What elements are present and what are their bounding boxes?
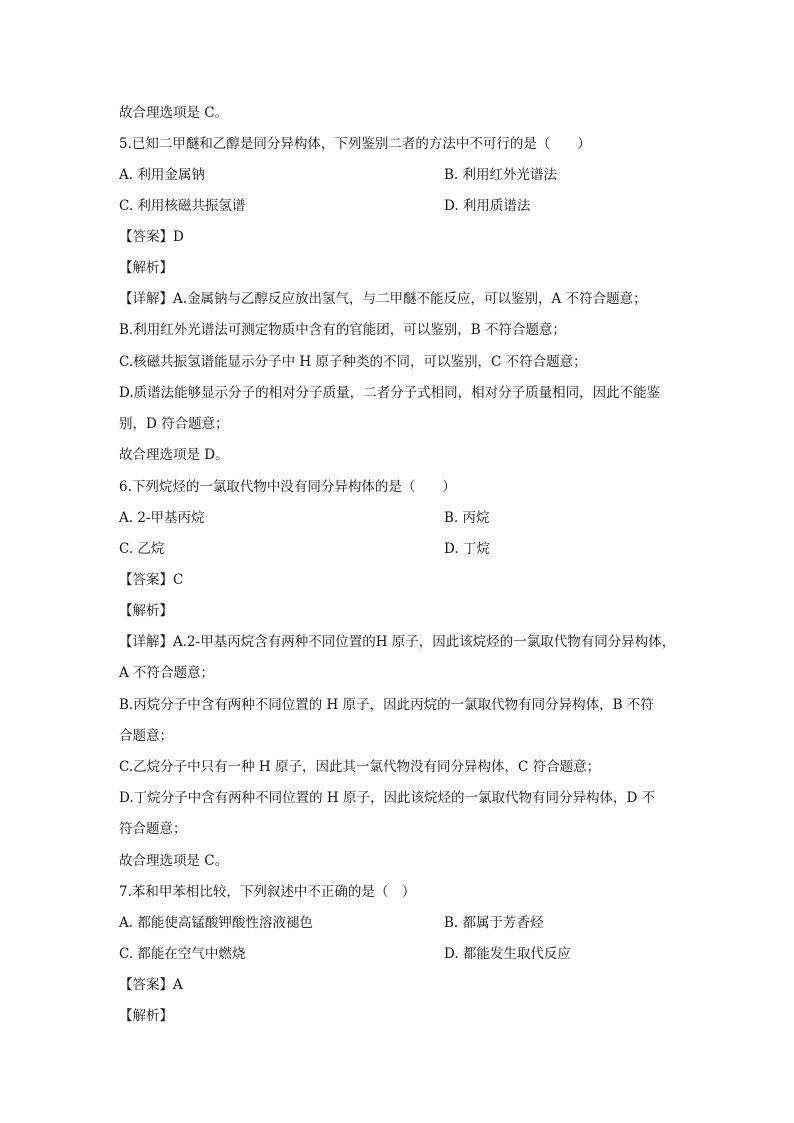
- option-b: B. 都属于芳香烃: [444, 915, 544, 931]
- conclusion-line: 故合理选项是 C。: [119, 853, 229, 869]
- text-line: 故合理选项是 C。: [119, 105, 229, 121]
- question-6: 6.下列烷烃的一氯取代物中没有同分异构体的是（ ）: [119, 479, 456, 495]
- explanation-line: 【详解】A.金属钠与乙醇反应放出氢气，与二甲醚不能反应，可以鉴别，A 不符合题意；: [119, 291, 647, 307]
- answer-label: 【答案】D: [119, 229, 184, 245]
- option-c: C. 都能在空气中燃烧: [119, 946, 246, 962]
- explanation-line: B.利用红外光谱法可测定物质中含有的官能团，可以鉴别，B 不符合题意；: [119, 322, 566, 338]
- option-a: A. 2-甲基丙烷: [119, 510, 205, 526]
- explanation-line: C.乙烷分子中只有一种 H 原子，因此其一氯代物没有同分异构体，C 符合题意；: [119, 759, 601, 775]
- analysis-label: 【解析】: [119, 260, 173, 276]
- option-b: B. 丙烷: [444, 510, 490, 526]
- option-c: C. 利用核磁共振氢谱: [119, 198, 246, 214]
- question-7: 7.苯和甲苯相比较，下列叙述中不正确的是（ ）: [119, 884, 416, 900]
- option-d: D. 丁烷: [444, 541, 490, 557]
- option-a: A. 利用金属钠: [119, 167, 205, 183]
- question-5: 5.已知二甲醚和乙醇是同分异构体，下列鉴别二者的方法中不可行的是（ ）: [119, 136, 591, 152]
- analysis-label: 【解析】: [119, 1008, 173, 1024]
- answer-label: 【答案】C: [119, 572, 184, 588]
- explanation-line: A 不符合题意；: [119, 665, 215, 681]
- option-b: B. 利用红外光谱法: [444, 167, 558, 183]
- option-c: C. 乙烷: [119, 541, 165, 557]
- explanation-line: D.质谱法能够显示分子的相对分子质量，二者分子式相同，相对分子质量相同，因此不能鉴: [119, 385, 661, 401]
- explanation-line: 符合题意；: [119, 821, 187, 837]
- explanation-line: B.丙烷分子中含有两种不同位置的 H 原子，因此丙烷的一氯取代物有同分异构体，B 不符: [119, 697, 654, 713]
- explanation-line: 【详解】A.2-甲基丙烷含有两种不同位置的H 原子，因此该烷烃的一氯取代物有同分异构体，: [119, 634, 676, 650]
- option-a: A. 都能使高锰酸钾酸性溶液褪色: [119, 915, 313, 931]
- conclusion-line: 故合理选项是 D。: [119, 447, 229, 463]
- explanation-line: D.丁烷分子中含有两种不同位置的 H 原子，因此该烷烃的一氯取代物有同分异构体，D 不: [119, 790, 656, 806]
- analysis-label: 【解析】: [119, 603, 173, 619]
- option-d: D. 都能发生取代反应: [444, 946, 571, 962]
- option-d: D. 利用质谱法: [444, 198, 531, 214]
- explanation-line: 别，D 符合题意；: [119, 416, 229, 432]
- explanation-line: C.核磁共振氢谱能显示分子中 H 原子种类的不同，可以鉴别，C 不符合题意；: [119, 354, 587, 370]
- explanation-line: 合题意；: [119, 728, 173, 744]
- answer-label: 【答案】A: [119, 977, 183, 993]
